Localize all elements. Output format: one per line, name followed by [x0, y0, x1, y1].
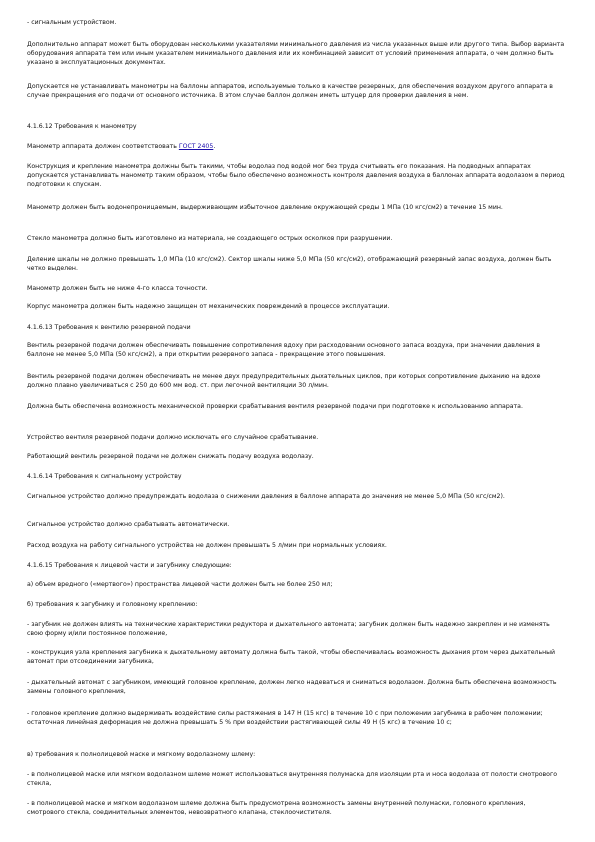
- paragraph-text: - в полнолицевой маске или мягком водолазном шлеме может использоваться внутренняя полумаска для изоляции рта и носа водолаза от полости смотрового стекла,: [27, 771, 558, 787]
- paragraph: [27, 620, 565, 638]
- paragraph: [27, 323, 565, 332]
- paragraph: [27, 541, 565, 550]
- paragraph: [27, 561, 565, 570]
- paragraph: [27, 402, 565, 411]
- paragraph: [27, 372, 565, 390]
- paragraph-text: 4.1.6.15 Требования к лицевой части и загубнику следующие:: [27, 562, 232, 569]
- paragraph-tail: .: [213, 143, 216, 150]
- paragraph: [27, 341, 565, 359]
- paragraph-text: Работающий вентиль резервной подачи не должен снижать подачу воздуха водолазу.: [27, 453, 314, 460]
- paragraph: [27, 799, 565, 817]
- gost-link[interactable]: ГОСТ 2405: [178, 143, 214, 150]
- paragraph-text: Расход воздуха на работу сигнального устройства не должен превышать 5 л/мин при нормальных условиях.: [27, 542, 387, 549]
- paragraph-text: Сигнальное устройство должно срабатывать автоматически.: [27, 521, 230, 528]
- paragraph: [27, 122, 565, 131]
- paragraph-text: 4.1.6.12 Требования к манометру: [27, 123, 137, 130]
- paragraph: [27, 452, 565, 461]
- paragraph: [27, 600, 565, 609]
- paragraph-text: - загубник не должен влиять на технические характеристики редуктора и дыхательного автомата; загубник должен быть надежно закреплен и не изменять свою форму и/или постоянное положение,: [27, 621, 550, 637]
- paragraph: [27, 648, 565, 666]
- paragraph: [27, 255, 565, 273]
- paragraph-text: - в полнолицевой маске и мягком водолазном шлеме должна быть предусмотрена возможность замены внутренней полумаски, головного крепления, смотрового стекла, соединительных элементов, невозвратного клапана, стеклоочистителя.: [27, 800, 526, 816]
- paragraph: [27, 203, 565, 212]
- document-page: [27, 0, 565, 842]
- paragraph: [27, 302, 565, 311]
- paragraph: [27, 492, 565, 501]
- paragraph-text: Допускается не устанавливать манометры на баллоны аппаратов, используемые только в качестве резервных, для обеспечения воздухом другого аппарата в случае прекращения его подачи от основного источника. В этом случае баллон должен иметь штуцер для проверки давления в нем.: [27, 83, 553, 99]
- paragraph: [27, 18, 565, 27]
- paragraph-text: Вентиль резервной подачи должен обеспечивать повышение сопротивления вдоху при расходовании основного запаса воздуха, при значении давления в баллоне не менее 5,0 МПа (50 кгс/см2), а при открытии резервного запаса - прекращение этого повышения.: [27, 342, 541, 358]
- paragraph-text: Устройство вентиля резервной подачи должно исключать его случайное срабатывание.: [27, 434, 319, 441]
- paragraph-text: Манометр аппарата должен соответствовать: [27, 143, 177, 150]
- paragraph: [27, 678, 565, 696]
- paragraph-text: б) требования к загубнику и головному креплению:: [27, 601, 198, 608]
- paragraph-text: Манометр должен быть водонепроницаемым, выдерживающим избыточное давление окружающей среды 1 МПа (10 кгс/см2) в течение 15 мин.: [27, 204, 503, 211]
- paragraph-text: в) требования к полнолицевой маске и мягкому водолазному шлему:: [27, 751, 256, 758]
- paragraph: [27, 162, 565, 189]
- paragraph-text: 4.1.6.13 Требования к вентилю резервной подачи: [27, 324, 191, 331]
- paragraph-text: Деление шкалы не должно превышать 1,0 МПа (10 кгс/см2). Сектор шкалы ниже 5,0 МПа (50 кгс/см2), отображающий резервный запас воздуха, должен быть четко выделен.: [27, 256, 552, 272]
- paragraph-text: Должна быть обеспечена возможность механической проверки срабатывания вентиля резервной подачи при подготовке к использованию аппарата.: [27, 403, 523, 410]
- paragraph: [27, 234, 565, 243]
- paragraph: [27, 40, 565, 67]
- paragraph-text: а) объем вредного («мертвого») пространства лицевой части должен быть не более 250 мл;: [27, 581, 333, 588]
- paragraph-text: Стекло манометра должно быть изготовлено из материала, не создающего острых осколков при разрушении.: [27, 235, 393, 242]
- paragraph: [27, 770, 565, 788]
- paragraph: [27, 750, 565, 759]
- paragraph: [27, 284, 565, 293]
- paragraph-text: - дыхательный автомат с загубником, имеющий головное крепление, должен легко надеваться и сниматься водолазом. Должна быть обеспечена возможность замены головного крепления,: [27, 679, 557, 695]
- paragraph-text: Вентиль резервной подачи должен обеспечивать не менее двух предупредительных дыхательных циклов, при которых сопротивление дыханию на вдохе должно плавно увеличиваться с 250 до 600 мм вод. ст. при легочной вентиляции 30 л/мин.: [27, 373, 541, 389]
- paragraph-text: Дополнительно аппарат может быть оборудован несколькими указателями минимального давления из числа указанных выше или другого типа. Выбор варианта оборудования аппарата тем или иным указателем минимального давления или их комбинацией зависит от условий применения аппарата, о чем должно быть указано в эксплуатационных документах.: [27, 41, 565, 66]
- paragraph-text: - головное крепление должно выдерживать воздействие силы растяжения в 147 Н (15 кгс) в течение 10 с при положении загубника в рабочем положении; остаточная линейная деформация не должна превышать 5 % при воздействии растягивающей силы 49 Н (5 кгс) в течение 10 с;: [27, 710, 543, 726]
- paragraph-text: - конструкция узла крепления загубника к дыхательному автомату должна быть такой, чтобы обеспечивалась возможность дыхания ртом через дыхательный автомат при отсоединении загубника,: [27, 649, 556, 665]
- paragraph: [27, 472, 565, 481]
- paragraph: [27, 520, 565, 529]
- paragraph: [27, 709, 565, 727]
- paragraph: [27, 142, 565, 151]
- paragraph-text: Конструкция и крепление манометра должны быть такими, чтобы водолаз под водой мог без труда считывать его показания. На подводных аппаратах допускается устанавливать манометр таким образом, чтобы было обеспечено возможность контроля давления воздуха в баллонах аппарата водолазом в период подготовки к спускам.: [27, 163, 565, 188]
- paragraph-text: Корпус манометра должен быть надежно защищен от механических повреждений в процессе эксплуатации.: [27, 303, 390, 310]
- paragraph-text: - сигнальным устройством.: [27, 19, 117, 26]
- paragraph-text: 4.1.6.14 Требования к сигнальному устройству: [27, 473, 182, 480]
- paragraph: [27, 580, 565, 589]
- paragraph: [27, 82, 565, 100]
- paragraph-text: Сигнальное устройство должно предупреждать водолаза о снижении давления в баллоне аппарата до значения не менее 5,0 МПа (50 кгс/см2).: [27, 493, 505, 500]
- paragraph: [27, 433, 565, 442]
- paragraph-text: Манометр должен быть не ниже 4-го класса точности.: [27, 285, 208, 292]
